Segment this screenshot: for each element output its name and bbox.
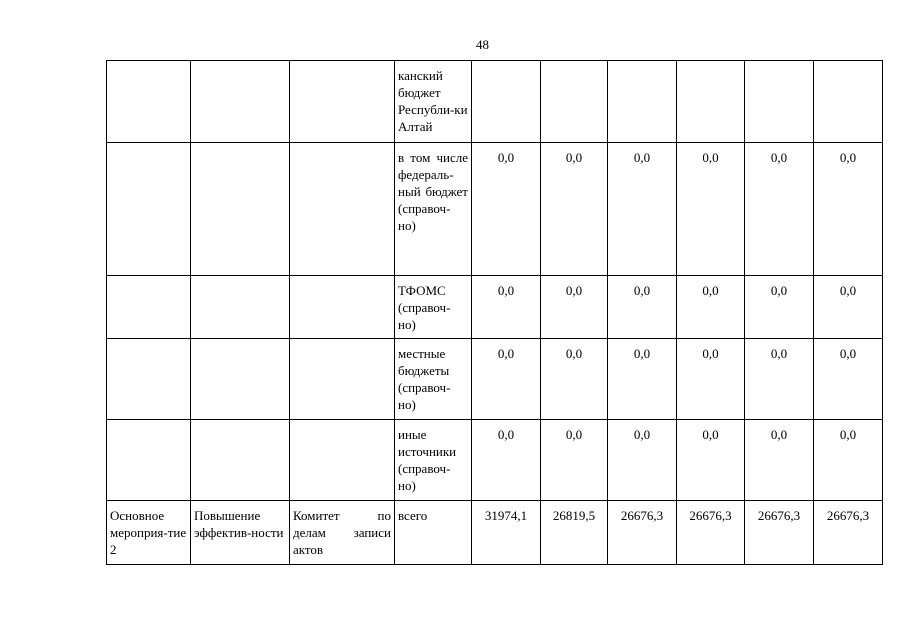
funding-source-cell: канский бюджет Республи-ки Алтай (395, 61, 472, 143)
value-cell (472, 61, 541, 143)
value-cell (814, 61, 883, 143)
task-cell (191, 276, 290, 339)
value-cell: 0,0 (472, 339, 541, 420)
budget-table (106, 60, 883, 565)
value-cell: 0,0 (541, 420, 608, 501)
activity-cell (107, 61, 191, 143)
value-cell: 0,0 (608, 143, 677, 276)
task-cell (191, 420, 290, 501)
value-cell (608, 61, 677, 143)
value-cell: 26819,5 (541, 501, 608, 565)
funding-source-cell: ТФОМС (справоч-но) (395, 276, 472, 339)
value-cell: 0,0 (677, 276, 745, 339)
value-cell: 0,0 (814, 339, 883, 420)
value-cell: 0,0 (745, 339, 814, 420)
activity-cell (107, 276, 191, 339)
value-cell: 0,0 (608, 339, 677, 420)
value-cell (541, 61, 608, 143)
executor-cell: Комитет по делам записи актов (290, 501, 395, 565)
value-cell: 31974,1 (472, 501, 541, 565)
value-cell: 0,0 (472, 143, 541, 276)
value-cell: 0,0 (472, 420, 541, 501)
value-cell: 0,0 (608, 420, 677, 501)
executor-cell (290, 276, 395, 339)
value-cell: 26676,3 (745, 501, 814, 565)
funding-source-cell: местные бюджеты (справоч-но) (395, 339, 472, 420)
page-number: 48 (476, 37, 489, 52)
funding-source-cell: иные источники (справоч-но) (395, 420, 472, 501)
value-cell: 0,0 (472, 276, 541, 339)
value-cell: 0,0 (677, 339, 745, 420)
activity-cell (107, 420, 191, 501)
table-row (107, 276, 883, 339)
executor-cell (290, 339, 395, 420)
value-cell: 0,0 (677, 143, 745, 276)
value-cell: 0,0 (745, 420, 814, 501)
value-cell (677, 61, 745, 143)
activity-cell (107, 339, 191, 420)
value-cell: 0,0 (745, 143, 814, 276)
funding-source-cell: в том числе федераль-ный бюджет (справоч-но) (395, 143, 472, 276)
table-row (107, 143, 883, 276)
executor-cell (290, 143, 395, 276)
funding-source-cell: всего (395, 501, 472, 565)
value-cell: 0,0 (814, 420, 883, 501)
value-cell (745, 61, 814, 143)
table-row (107, 339, 883, 420)
value-cell: 26676,3 (814, 501, 883, 565)
value-cell: 0,0 (677, 420, 745, 501)
task-cell (191, 339, 290, 420)
value-cell: 26676,3 (677, 501, 745, 565)
task-cell: Повышение эффектив-ности (191, 501, 290, 565)
value-cell: 0,0 (541, 143, 608, 276)
value-cell: 0,0 (745, 276, 814, 339)
table-row (107, 420, 883, 501)
activity-cell: Основное мероприя-тие 2 (107, 501, 191, 565)
task-cell (191, 143, 290, 276)
value-cell: 0,0 (541, 339, 608, 420)
task-cell (191, 61, 290, 143)
executor-cell (290, 61, 395, 143)
value-cell: 0,0 (541, 276, 608, 339)
value-cell: 0,0 (814, 143, 883, 276)
table-row (107, 61, 883, 143)
activity-cell (107, 143, 191, 276)
executor-cell (290, 420, 395, 501)
value-cell: 0,0 (608, 276, 677, 339)
value-cell: 26676,3 (608, 501, 677, 565)
table-row (107, 501, 883, 565)
value-cell: 0,0 (814, 276, 883, 339)
